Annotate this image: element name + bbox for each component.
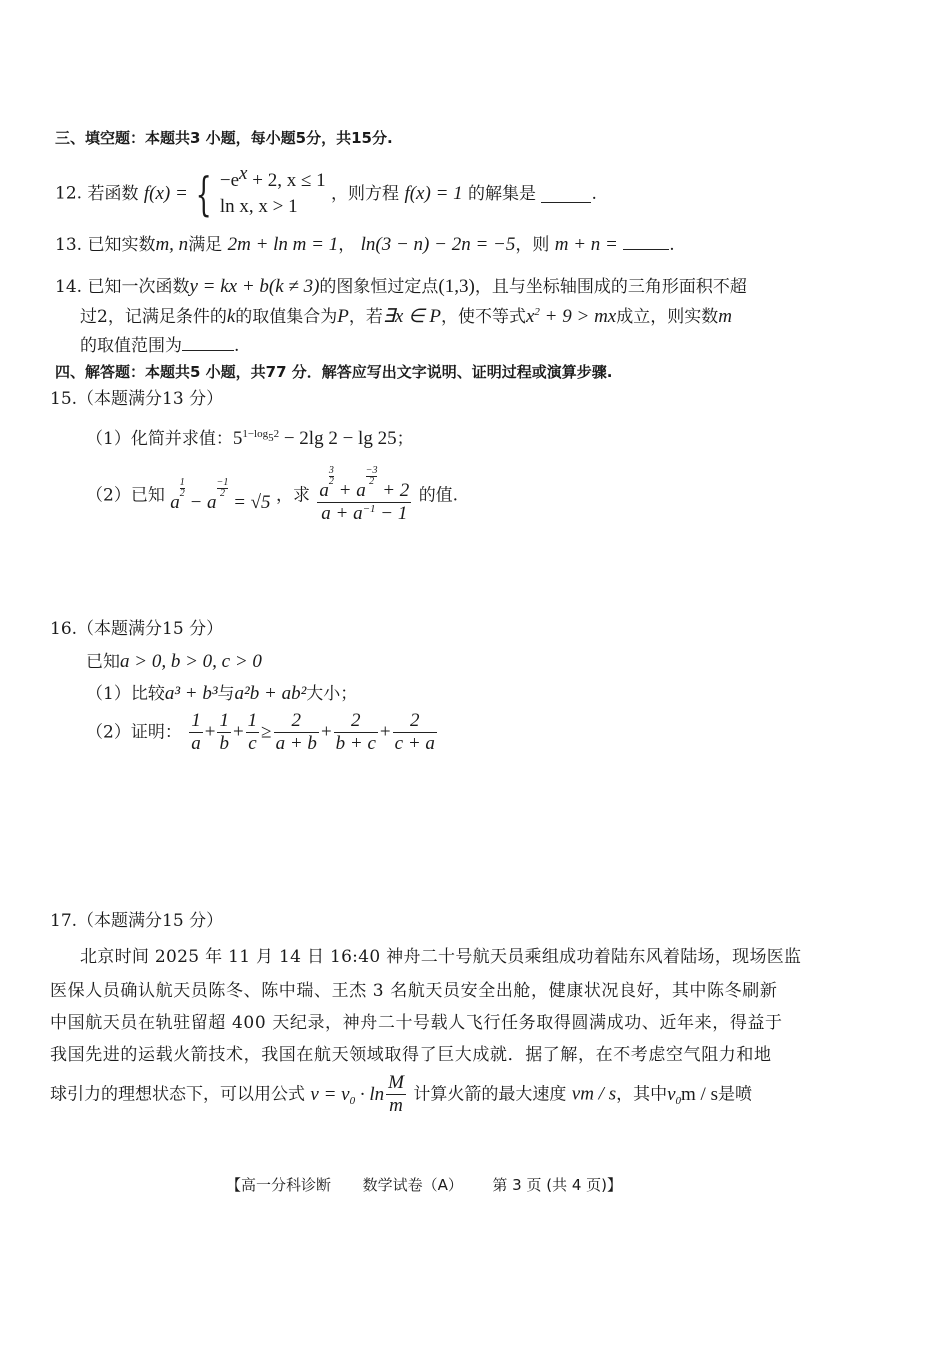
question-text: 计算火箭的最大速度	[413, 1084, 567, 1105]
question-text: 若函数	[87, 184, 139, 204]
question-12	[55, 163, 597, 221]
question-14-line-2	[80, 306, 732, 328]
expression: a²b + ab²	[234, 683, 307, 704]
quantifier: ∃x ∈ P	[382, 306, 441, 327]
part-label: （2）证明：	[86, 722, 182, 743]
period: .	[669, 235, 675, 255]
question-text: 的图象恒过定点	[319, 277, 439, 297]
footer-page-number: 第 3 页 (共 4 页)】	[492, 1176, 623, 1194]
case-2: ln x, x > 1	[219, 196, 298, 217]
question-16-given	[86, 651, 262, 673]
question-number: 14.	[55, 277, 83, 297]
section-3-heading: 三、填空题：本题共3 小题，每小题5分，共15分.	[55, 129, 393, 147]
section-4-heading: 四、解答题：本题共5 小题，共77 分．解答应写出文字说明、证明过程或演算步骤.	[55, 363, 613, 381]
question-17-line-2: 医保人员确认航天员陈冬、陈中瑞、王杰 3 名航天员安全出舱，健康状况良好，其中陈冬刷新	[50, 981, 778, 1001]
question-text: ，则方程	[331, 184, 400, 204]
part-label: （1）比较	[86, 684, 165, 704]
question-16-part-1	[86, 683, 357, 705]
inequality: $x^2 + 9$ > mx	[525, 306, 617, 327]
case-1: $-e^x + 2$, x ≤ 1	[219, 163, 326, 191]
point: (1,3)	[438, 276, 475, 297]
unit: vm / s	[571, 1083, 617, 1105]
part-label: （1）化简并求值：	[86, 429, 233, 449]
equation-3: m + n =	[554, 234, 618, 255]
set: P	[337, 306, 349, 327]
question-text: 的取值集合为	[235, 307, 338, 327]
fraction: $\frac{2}{b + c}$	[335, 710, 376, 754]
separator: ，	[338, 235, 356, 255]
condition: a > 0, b > 0, c > 0	[120, 651, 262, 672]
period: .	[234, 336, 240, 356]
fraction: $\frac{1}{b}$	[219, 710, 229, 754]
answer-blank	[623, 233, 669, 250]
question-text: 过2，记满足条件的	[80, 307, 227, 327]
question-text: 大小；	[306, 684, 358, 704]
question-text: 的解集是	[468, 184, 537, 204]
period: .	[591, 184, 597, 204]
target-fraction: a $\frac{3}{2}$ + a $\frac{-3}{2}$ + 2 $a + a^{-1} - 1$	[319, 465, 410, 524]
question-text: ，且与坐标轴围成的三角形面积不超	[474, 277, 747, 297]
variable: m	[718, 306, 732, 327]
punctuation: ；	[396, 429, 414, 449]
question-number: 12.	[55, 183, 83, 204]
question-text: 成立，则实数	[616, 307, 719, 327]
piecewise-cases	[219, 163, 326, 220]
answer-blank	[182, 334, 234, 351]
question-14-line-3	[80, 334, 239, 357]
question-14-line-1	[55, 276, 747, 298]
formula: $v = v_0 \cdot \ln$	[310, 1083, 385, 1107]
expression: a³ + b³	[164, 683, 218, 704]
question-number: 13.	[55, 235, 83, 255]
question-text: 已知	[86, 652, 120, 672]
fraction: $\frac{2}{c + a}$	[394, 710, 435, 754]
question-text: 已知实数	[87, 235, 156, 255]
question-17-line-1: 北京时间 2025 年 11 月 14 日 16:40 神舟二十号航天员乘组成功着陆东风着陆场，现场医监	[80, 947, 802, 967]
fraction: $\frac{1}{c}$	[247, 710, 258, 754]
function-name: f(x) =	[143, 183, 188, 204]
question-text: 是喷	[717, 1084, 752, 1105]
question-17-line-5	[50, 1072, 752, 1124]
equation-1: 2m + ln m = 1	[227, 234, 339, 255]
question-text: ，使不等式	[440, 307, 526, 327]
question-15-part-2	[86, 466, 458, 530]
page-footer	[226, 1174, 622, 1196]
given-expression: a $\frac{1}{2}$ − a $\frac{-1}{2}$ = √5	[170, 476, 271, 513]
part-label: （2）已知	[86, 485, 165, 506]
question-17-line-4: 我国先进的运载火箭技术，我国在航天领域取得了巨大成就．据了解，在不考虑空气阻力和地	[50, 1045, 772, 1065]
question-text: 球引力的理想状态下，可以用公式	[50, 1084, 305, 1105]
fraction: $\frac{2}{a + b}$	[275, 710, 317, 754]
question-15-title: 15.（本题满分13 分）	[50, 389, 224, 409]
question-text: 与	[217, 684, 235, 704]
question-text: 已知一次函数	[87, 277, 190, 297]
question-text: 满足	[188, 235, 223, 255]
question-text: ，若	[348, 307, 383, 327]
mass-ratio: $\frac{M}{m}$	[388, 1072, 404, 1116]
expression: $5^{1-log_52} - 2\lg$ 2 − lg 25	[232, 428, 397, 449]
question-text: ，求	[275, 485, 310, 506]
initial-speed: $v_0m$ / s	[667, 1083, 718, 1107]
question-17-line-3: 中国航天员在轨驻留超 400 天纪录，神舟二十号载人飞行任务取得圆满成功、近年来，得益于	[50, 1013, 783, 1033]
footer-exam-name: 【高一分科诊断	[226, 1176, 332, 1194]
fraction: $\frac{1}{a}$	[191, 710, 201, 754]
question-13	[55, 233, 675, 256]
question-text: 的值.	[418, 485, 459, 506]
question-16-title: 16.（本题满分15 分）	[50, 619, 224, 639]
variables: m, n	[155, 234, 189, 255]
question-text: ，其中	[616, 1084, 668, 1105]
answer-blank	[541, 186, 591, 203]
equation: f(x) = 1	[404, 183, 463, 204]
equation-2: ln(3 − n) − 2n = −5	[360, 234, 516, 255]
question-text: ，则	[515, 235, 550, 255]
piecewise-brace: {	[195, 167, 212, 221]
question-16-part-2: （2）证明： $\frac{1}{a}$ + $\frac{1}{b}$ + $\frac{1}{c}$ ≥ $\frac{2}{a + b}$ + $\frac{2}{b + c}$ + $\frac{2}{c + a}$	[86, 710, 435, 754]
question-17-title: 17.（本题满分15 分）	[50, 911, 224, 931]
question-text: 的取值范围为	[80, 336, 182, 356]
variable: k	[226, 306, 236, 327]
equation: y = kx + b(k ≠ 3)	[189, 276, 320, 297]
question-15-part-1	[86, 428, 414, 450]
footer-subject: 数学试卷（A）	[362, 1176, 463, 1194]
